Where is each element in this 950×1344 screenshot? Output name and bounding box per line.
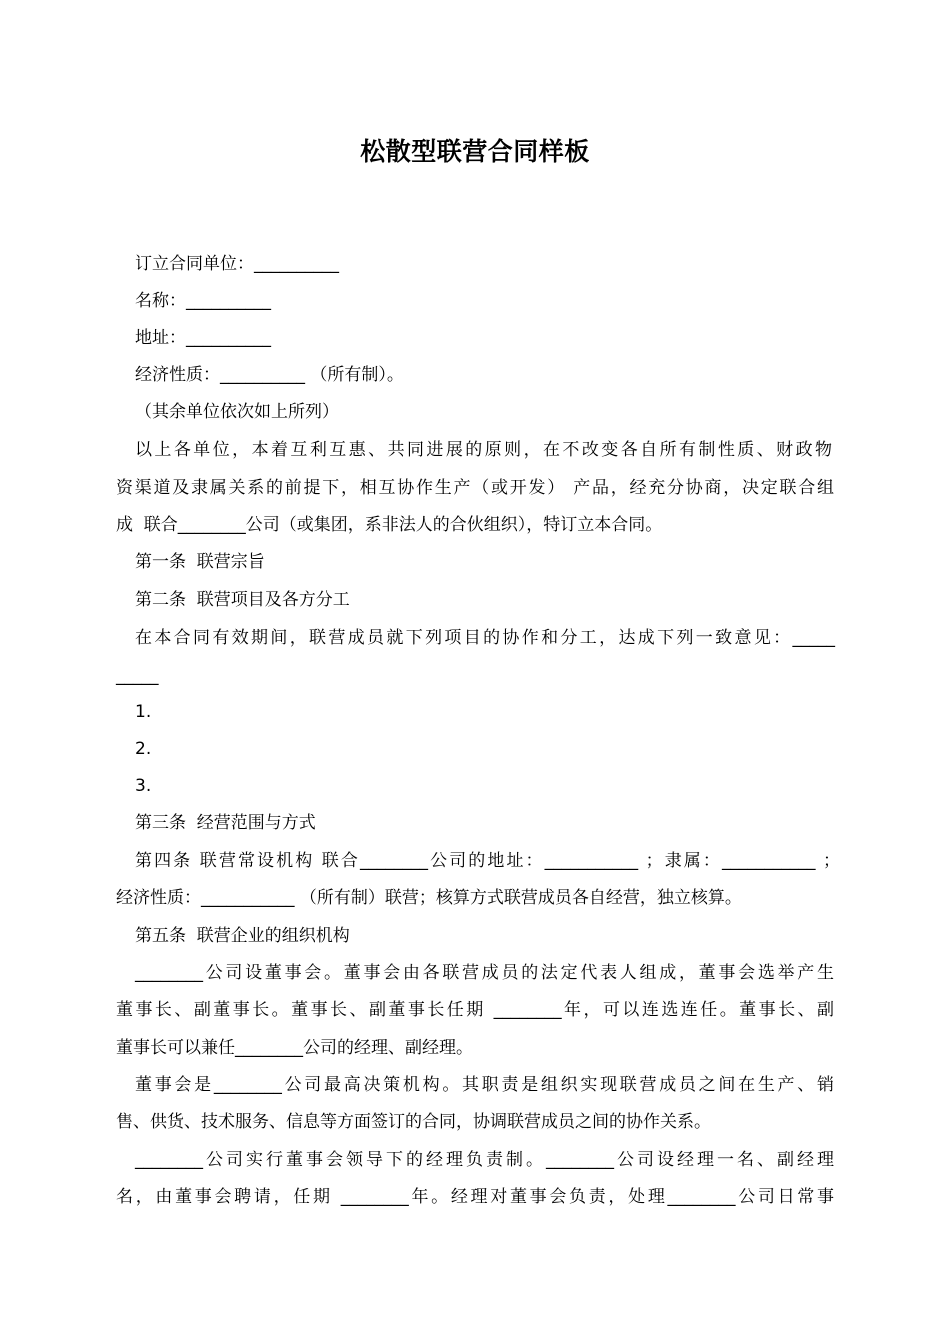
list-item: 3. <box>135 776 152 796</box>
text-line: 售、供货、技术服务、信息等方面签订的合同，协调联营成员之间的协作关系。 <box>116 1112 711 1132</box>
text-line: （其余单位依次如上所列） <box>135 402 339 422</box>
text-line: 第三条 经营范围与方式 <box>135 813 316 833</box>
text-line: 在本合同有效期间，联营成员就下列项目的协作和分工，达成下列一致意见：_____ <box>135 628 835 648</box>
list-item: 2. <box>135 739 152 759</box>
text-line: 地址：__________ <box>135 328 271 348</box>
text-line: 第一条 联营宗旨 <box>135 552 265 572</box>
text-line: ________公司设董事会。董事会由各联营成员的法定代表人组成，董事会选举产生 <box>135 963 834 983</box>
document-title: 松散型联营合同样板 <box>360 137 590 166</box>
text-line: 以上各单位，本着互利互惠、共同进展的原则，在不改变各自所有制性质、财政物 <box>135 440 832 460</box>
text-line: 名，由董事会聘请，任期 ________年。经理对董事会负责，处理________公司日常事 <box>116 1187 834 1207</box>
text-line: 第四条 联营常设机构 联合________公司的地址：___________ ；隶属：___________ ； <box>135 851 840 871</box>
text-line: 董事长可以兼任________公司的经理、副经理。 <box>116 1038 473 1058</box>
text-line: 董事会是________公司最高决策机构。其职责是组织实现联营成员之间在生产、销 <box>135 1075 834 1095</box>
text-line: 经济性质：__________ （所有制）。 <box>135 365 404 385</box>
text-line: 第二条 联营项目及各方分工 <box>135 590 350 610</box>
text-line: 董事长、副董事长。董事长、副董事长任期 ________年，可以连选连任。董事长、副 <box>116 1000 834 1020</box>
text-line: 经济性质：___________ （所有制）联营；核算方式联营成员各自经营，独立核算。 <box>116 888 742 908</box>
list-item: 1. <box>135 702 152 722</box>
text-line: 名称：__________ <box>135 291 271 311</box>
text-line: ________公司实行董事会领导下的经理负责制。________公司设经理一名、副经理 <box>135 1150 834 1170</box>
text-line: 成 联合________公司（或集团，系非法人的合伙组织），特订立本合同。 <box>116 515 663 535</box>
text-line: 订立合同单位：__________ <box>135 254 339 274</box>
text-line: 资渠道及隶属关系的前提下，相互协作生产（或开发） 产品，经充分协商，决定联合组 <box>116 478 834 498</box>
text-line: 第五条 联营企业的组织机构 <box>135 926 350 946</box>
text-line: _____ <box>116 666 159 686</box>
